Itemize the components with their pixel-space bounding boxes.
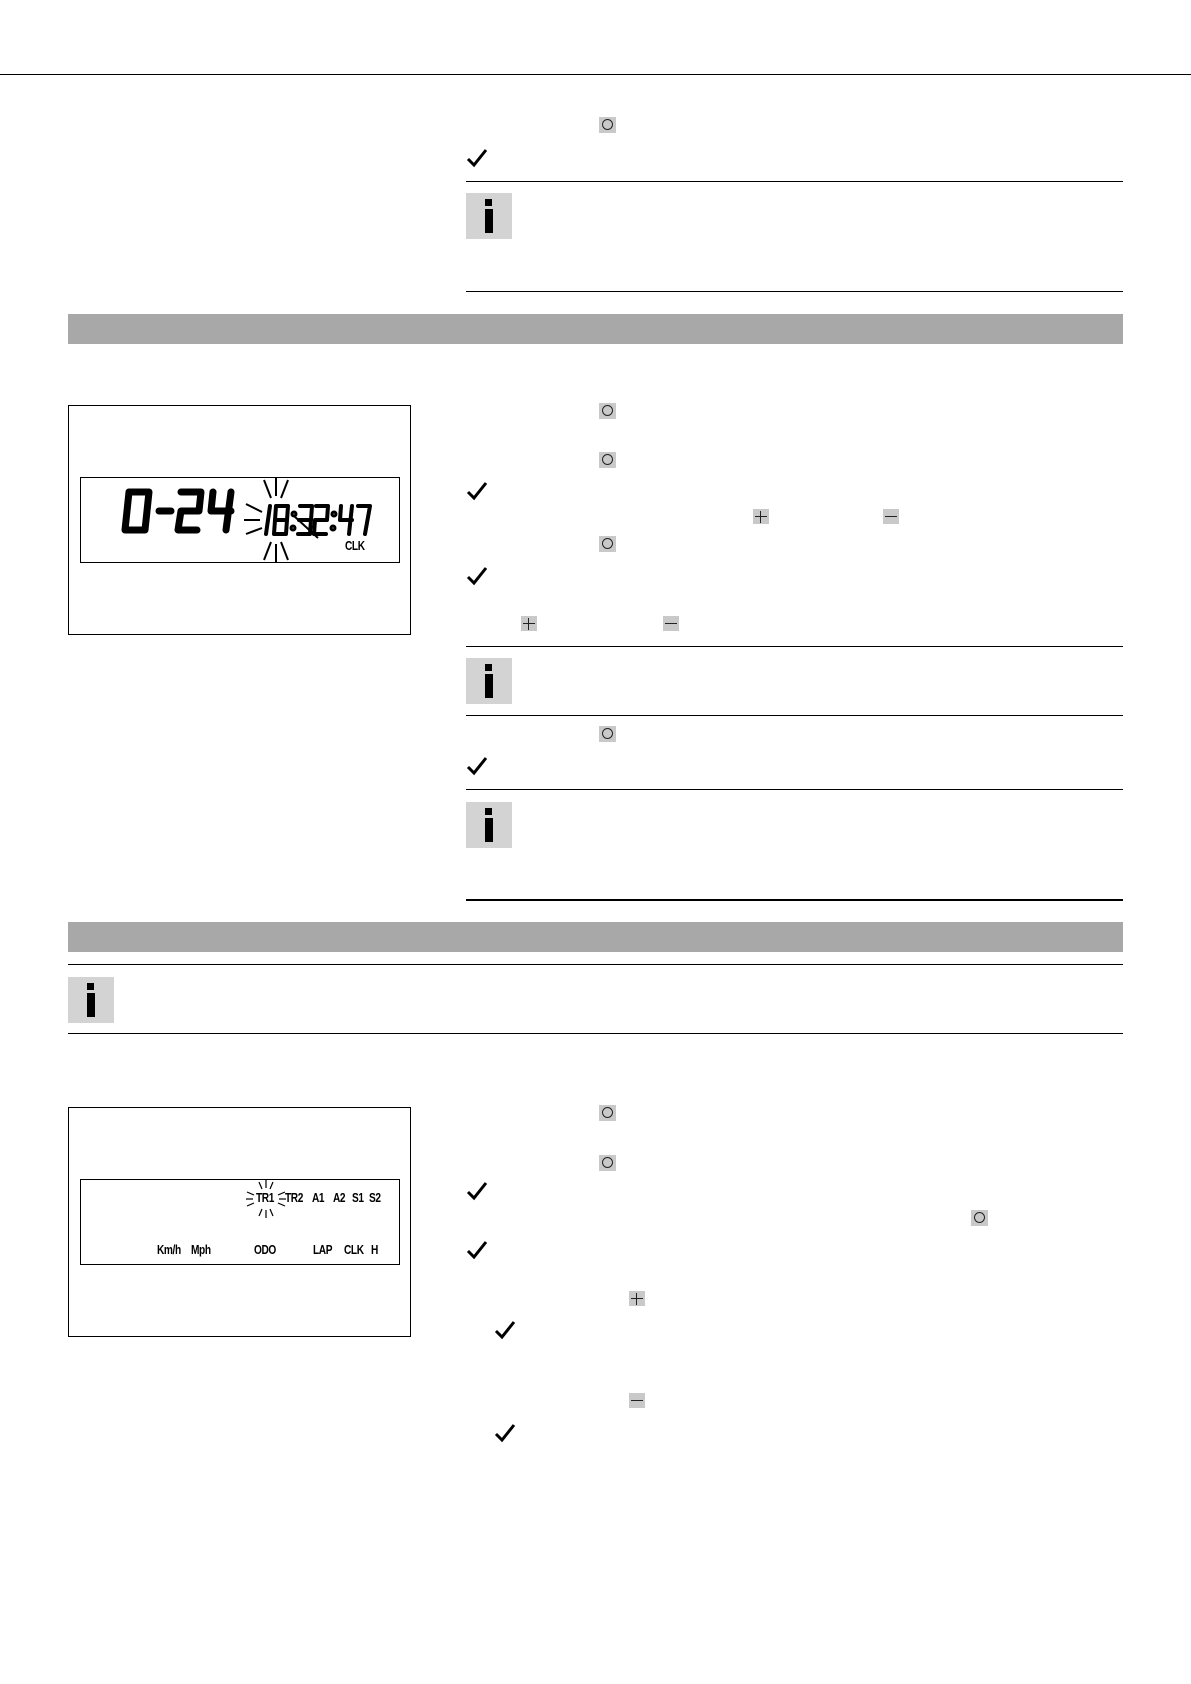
note-rule-bottom — [466, 291, 1123, 292]
lcd-label-h: H — [371, 1242, 378, 1257]
checkmark-icon — [466, 1240, 488, 1260]
note-rule-top — [466, 789, 1123, 790]
clock-lcd-label: CLK — [345, 538, 365, 553]
lcd-label-mph: Mph — [191, 1242, 211, 1257]
mode-button-icon — [599, 536, 616, 552]
section-header-band — [68, 922, 1123, 952]
note-rule-top — [466, 181, 1123, 182]
checkmark-icon — [466, 756, 488, 776]
lcd-mode-digits — [121, 486, 241, 536]
header-rule — [0, 74, 1191, 75]
lcd-label-clk: CLK — [344, 1242, 364, 1257]
minus-button-icon — [883, 509, 899, 524]
note-rule-top — [68, 964, 1123, 965]
info-icon — [68, 977, 114, 1023]
note-rule-bottom — [466, 715, 1123, 716]
checkmark-icon — [466, 566, 488, 586]
clock-lcd-display — [80, 477, 400, 563]
section-header-band — [68, 314, 1123, 344]
minus-button-icon — [663, 616, 679, 631]
checkmark-icon — [466, 148, 488, 168]
plus-button-icon — [521, 616, 537, 631]
mode-button-icon — [599, 726, 616, 742]
note-rule-bottom — [466, 899, 1123, 901]
lcd-label-a1: A1 — [312, 1190, 325, 1205]
lcd-label-tr1: TR1 — [256, 1190, 274, 1205]
note-rule-bottom — [68, 1033, 1123, 1034]
info-icon — [466, 193, 512, 239]
lcd-label-tr2: TR2 — [285, 1190, 303, 1205]
lcd-label-odo: ODO — [254, 1242, 276, 1257]
checkmark-icon — [466, 1181, 488, 1201]
note-rule-top — [466, 646, 1123, 647]
mode-button-icon — [971, 1210, 988, 1226]
lcd-label-lap: LAP — [313, 1242, 333, 1257]
lcd-label-a2: A2 — [333, 1190, 346, 1205]
info-icon — [466, 658, 512, 704]
info-icon — [466, 802, 512, 848]
minus-button-icon — [629, 1393, 645, 1408]
plus-button-icon — [753, 509, 769, 524]
checkmark-icon — [494, 1320, 516, 1340]
lcd-label-s1: S1 — [352, 1190, 364, 1205]
lcd-label-s2: S2 — [369, 1190, 381, 1205]
mode-button-icon — [599, 1105, 616, 1121]
checkmark-icon — [466, 481, 488, 501]
plus-button-icon — [629, 1291, 645, 1306]
checkmark-icon — [494, 1423, 516, 1443]
trip-lcd-display — [80, 1179, 400, 1265]
mode-button-icon — [599, 403, 616, 419]
lcd-label-kmh: Km/h — [157, 1242, 181, 1257]
mode-button-icon — [599, 452, 616, 468]
mode-button-icon — [599, 1155, 616, 1171]
lcd-time-digits — [236, 478, 396, 562]
mode-button-icon — [599, 117, 616, 133]
